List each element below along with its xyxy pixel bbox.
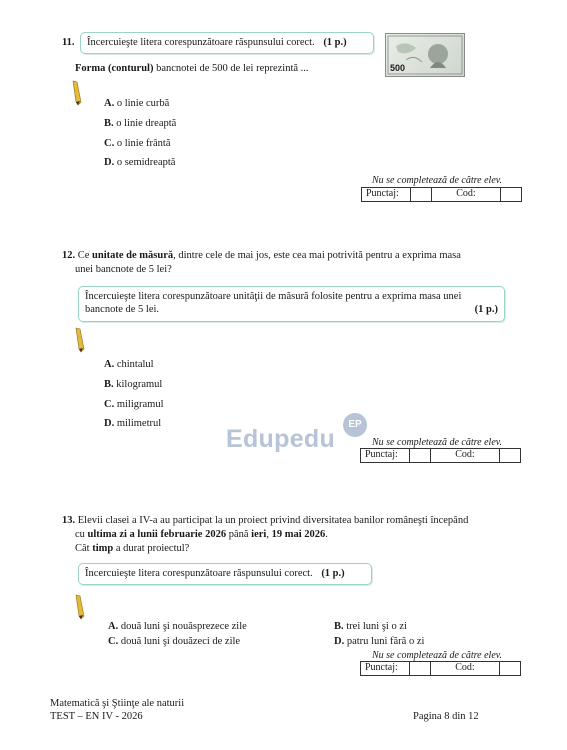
q12-option-b[interactable]: B. kilogramul — [104, 379, 163, 390]
q12-instruction-line2: bancnote de 5 lei. — [85, 304, 160, 316]
q12-points: (1 p.) — [474, 304, 498, 316]
footer-test: TEST – EN IV - 2026 — [50, 711, 143, 722]
q13-instruction-box — [78, 563, 372, 585]
q12-cod-cell — [500, 449, 521, 463]
q12-instruction-box — [78, 286, 505, 322]
q11-prompt-bold: Forma (conturul) — [75, 63, 154, 74]
pencil-icon — [73, 594, 87, 620]
q13-grading-note: Nu se completează de către elev. — [372, 650, 502, 661]
q12-number: 12. — [62, 250, 76, 261]
q12-punctaj-cell — [410, 449, 431, 463]
q13-instruction: Încercuieşte litera corespunzătoare răspunsului corect. — [85, 568, 313, 579]
q11-option-d[interactable]: D. o semidreaptă — [104, 157, 176, 168]
q12-grading-note: Nu se completează de către elev. — [372, 437, 502, 448]
edupedu-watermark: Edupedu — [226, 425, 336, 453]
q11-grading-table — [361, 187, 522, 202]
q11-prompt-rest: bancnotei de 500 de lei reprezintă ... — [153, 63, 309, 74]
q13-option-c[interactable]: C. două luni şi douăzeci de zile — [108, 636, 241, 647]
q11-number: 11. — [62, 37, 75, 48]
q13-grading-table — [360, 661, 521, 676]
footer-page-number: Pagina 8 din 12 — [413, 711, 479, 722]
q12-option-c[interactable]: C. miligramul — [104, 399, 164, 410]
banknote-value: 500 — [390, 62, 406, 73]
q11-cod-label: Cod: — [432, 188, 501, 202]
q11-cod-cell — [501, 188, 522, 202]
q12-punctaj-label: Punctaj: — [361, 449, 410, 463]
q12-question: 12. Ce unitate de măsură, dintre cele de mai jos, este cea mai potrivită pentru a exprima masa — [62, 250, 461, 261]
pencil-icon — [70, 80, 84, 106]
q11-points: (1 p.) — [323, 37, 347, 48]
q12-instruction-line1: Încercuieşte litera corespunzătoare unităţii de măsură folosite pentru a exprima masa unei — [85, 291, 462, 302]
footer-subject: Matematică şi Ştiinţe ale naturii — [50, 698, 185, 709]
q12-option-d[interactable]: D. milimetrul — [104, 418, 162, 429]
q13-question-line1: 13. Elevii clasei a IV-a au participat la un proiect privind diversitatea banilor româneşti începând — [62, 515, 469, 526]
pencil-icon — [73, 327, 87, 353]
q11-grading-note: Nu se completează de către elev. — [372, 175, 502, 186]
q11-instruction-box — [80, 32, 374, 54]
banknote-500-image — [385, 33, 465, 77]
q11-prompt — [75, 62, 309, 75]
q13-question-line2: cu ultima zi a lunii februarie 2026 până ieri, 19 mai 2026. — [75, 529, 328, 540]
q12-grading-table — [360, 448, 521, 463]
q13-cod-cell — [500, 662, 521, 676]
q11-option-b[interactable]: B. o linie dreaptă — [104, 118, 177, 129]
q13-question-line3: Cât timp a durat proiectul? — [75, 543, 190, 554]
q13-option-b[interactable]: B. trei luni şi o zi — [334, 621, 407, 632]
q13-punctaj-label: Punctaj: — [361, 662, 410, 676]
q11-option-a[interactable]: A. o linie curbă — [104, 98, 170, 109]
q13-punctaj-cell — [410, 662, 431, 676]
q12-question-line2: unei bancnote de 5 lei? — [75, 264, 172, 275]
q11-instruction: Încercuieşte litera corespunzătoare răspunsului corect. — [87, 37, 315, 48]
q13-number: 13. — [62, 515, 76, 526]
q12-option-a[interactable]: A. chintalul — [104, 359, 154, 370]
q13-cod-label: Cod: — [431, 662, 500, 676]
q11-punctaj-label: Punctaj: — [362, 188, 411, 202]
q13-option-d[interactable]: D. patru luni fără o zi — [334, 636, 425, 647]
q12-cod-label: Cod: — [431, 449, 500, 463]
q13-option-a[interactable]: A. două luni şi nouăsprezece zile — [108, 621, 247, 632]
q11-option-c[interactable]: C. o linie frântă — [104, 138, 171, 149]
q11-punctaj-cell — [411, 188, 432, 202]
q13-points: (1 p.) — [321, 568, 345, 579]
edupedu-badge-icon: EP — [343, 413, 367, 437]
